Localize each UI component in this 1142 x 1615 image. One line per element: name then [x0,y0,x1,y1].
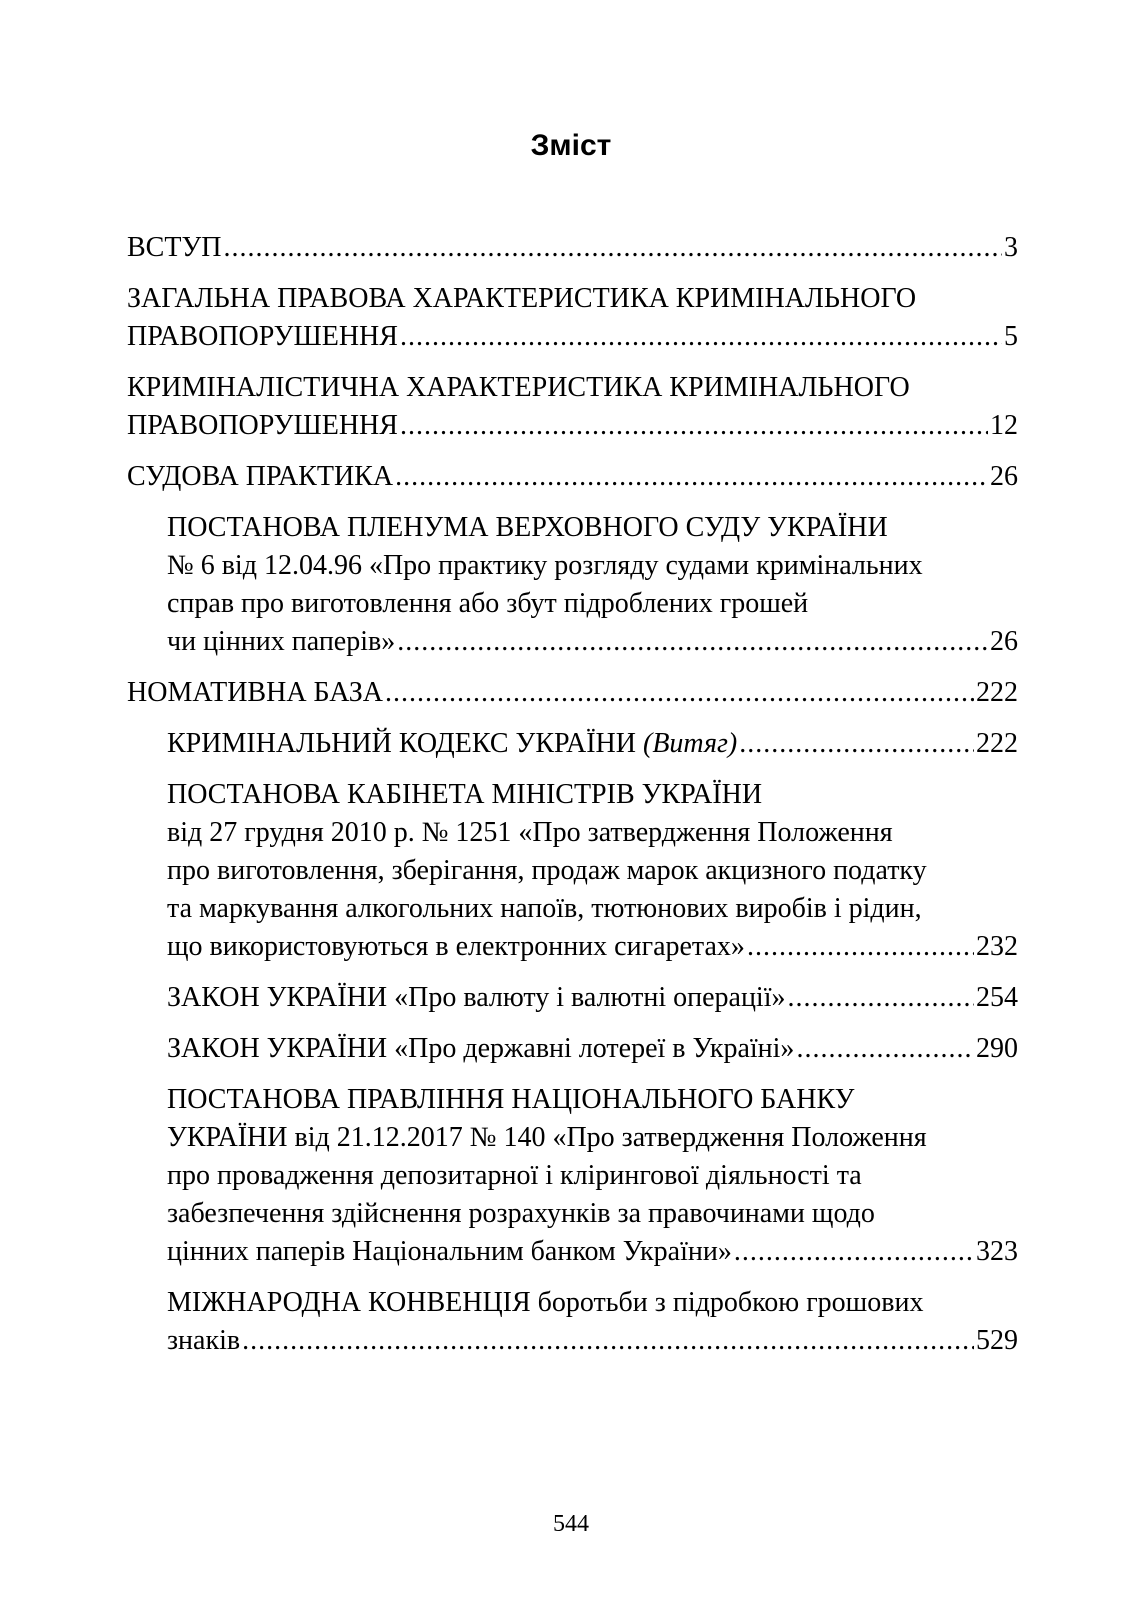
toc-entry-title: НОМАТИВНА БАЗА [127,677,384,708]
toc-line [167,725,1018,763]
toc-entry-title-cont: про виготовлення, зберігання, продаж марок акцизного податку [167,855,927,886]
dot-leader [395,458,988,496]
toc-page-number: 222 [976,677,1018,708]
toc-entry-title-cont: знаків [167,1325,241,1356]
toc-entry-title [167,725,737,763]
dot-leader [747,928,974,966]
toc-page-number: 5 [1004,321,1018,352]
dot-leader [796,1030,974,1068]
toc-line [127,674,1018,712]
toc-entry-sudova-praktyka[interactable] [127,458,1018,496]
toc-entry-title: ЗАКОН УКРАЇНИ «Про державні лотереї в Україні» [167,1033,795,1064]
toc-line [167,928,1018,966]
toc-entry-italic-note: (Витяг) [643,728,738,759]
toc-entry-nbu[interactable] [167,1081,1018,1271]
dot-leader [242,1322,974,1360]
toc-line [127,318,1018,356]
toc-entry-zakon-loterei[interactable] [167,1030,1018,1068]
toc-page-number: 12 [990,410,1018,441]
toc-entry-title: ВСТУП [127,232,222,263]
toc-page-number: 323 [976,1236,1018,1267]
toc-entry-vstup[interactable] [127,229,1018,267]
page-title: Зміст [530,129,612,162]
toc-line [167,979,1018,1017]
toc-line [127,407,1018,445]
toc-entry-title-text: КРИМІНАЛЬНИЙ КОДЕКС УКРАЇНИ [167,728,643,759]
toc-entry-plenum[interactable] [167,509,1018,661]
toc-entry-title-cont: та маркування алкогольних напоїв, тютюнових виробів і рідин, [167,893,922,924]
toc-page-number: 26 [990,626,1018,657]
toc-line [167,1233,1018,1271]
toc-entry-title: ЗАГАЛЬНА ПРАВОВА ХАРАКТЕРИСТИКА КРИМІНАЛЬНОГО [127,283,917,314]
dot-leader [397,623,988,661]
toc-entry-kodeks[interactable] [167,725,1018,763]
toc-entry-normatyvna-baza[interactable] [127,674,1018,712]
toc-entry-title: ЗАКОН УКРАЇНИ «Про валюту і валютні операції» [167,982,786,1013]
toc-line [127,229,1018,267]
toc-page-number: 3 [1004,232,1018,263]
toc-line [167,623,1018,661]
toc-entry-title-cont: ПРАВОПОРУШЕННЯ [127,410,398,441]
toc-entry-title: СУДОВА ПРАКТИКА [127,461,394,492]
toc-entry-title: ПОСТАНОВА ПРАВЛІННЯ НАЦІОНАЛЬНОГО БАНКУ [167,1084,855,1115]
toc-entry-title-cont: забезпечення здійснення розрахунків за правочинами щодо [167,1198,875,1229]
toc-entry-zahalna[interactable] [127,280,1018,356]
toc-entry-title-cont: ПРАВОПОРУШЕННЯ [127,321,398,352]
page-number: 544 [553,1511,589,1537]
toc-entry-konventsiia[interactable] [167,1284,1018,1360]
dot-leader [385,674,974,712]
toc-entry-title-cont: що використовуються в електронних сигаретах» [167,931,745,962]
toc-entry-zakon-valiuta[interactable] [167,979,1018,1017]
dot-leader [739,725,974,763]
dot-leader [400,318,1002,356]
dot-leader [400,407,988,445]
toc-line [167,1030,1018,1068]
toc-page-number: 232 [976,931,1018,962]
toc-entry-kryminalistychna[interactable] [127,369,1018,445]
dot-leader [788,979,975,1017]
toc-entry-title: ПОСТАНОВА КАБІНЕТА МІНІСТРІВ УКРАЇНИ [167,779,763,810]
dot-leader [224,229,1003,267]
toc-page-number: 254 [976,982,1018,1013]
toc-entry-title-cont: УКРАЇНИ від 21.12.2017 № 140 «Про затвердження Положення [167,1122,927,1153]
table-of-contents [0,229,1142,1373]
toc-entry-title-cont: про провадження депозитарної і клірингової діяльності та [167,1160,862,1191]
toc-entry-title-cont: чи цінних паперів» [167,626,396,657]
dot-leader [734,1233,974,1271]
toc-entry-title-cont: цінних паперів Національним банком України» [167,1236,732,1267]
toc-page-number: 529 [976,1325,1018,1356]
toc-entry-title: КРИМІНАЛІСТИЧНА ХАРАКТЕРИСТИКА КРИМІНАЛЬНОГО [127,372,910,403]
toc-line [127,458,1018,496]
toc-page-number: 26 [990,461,1018,492]
toc-entry-title-cont: справ про виготовлення або збут підроблених грошей [167,588,809,619]
toc-entry-title-cont: від 27 грудня 2010 р. № 1251 «Про затвердження Положення [167,817,893,848]
toc-entry-kabmin[interactable] [167,776,1018,966]
toc-entry-title: МІЖНАРОДНА КОНВЕНЦІЯ боротьби з підробкою грошових [167,1287,924,1318]
toc-line [167,1322,1018,1360]
toc-entry-title-cont: № 6 від 12.04.96 «Про практику розгляду судами кримінальних [167,550,923,581]
toc-entry-title: ПОСТАНОВА ПЛЕНУМА ВЕРХОВНОГО СУДУ УКРАЇНИ [167,512,888,543]
toc-page-number: 222 [976,728,1018,759]
toc-page-number: 290 [976,1033,1018,1064]
